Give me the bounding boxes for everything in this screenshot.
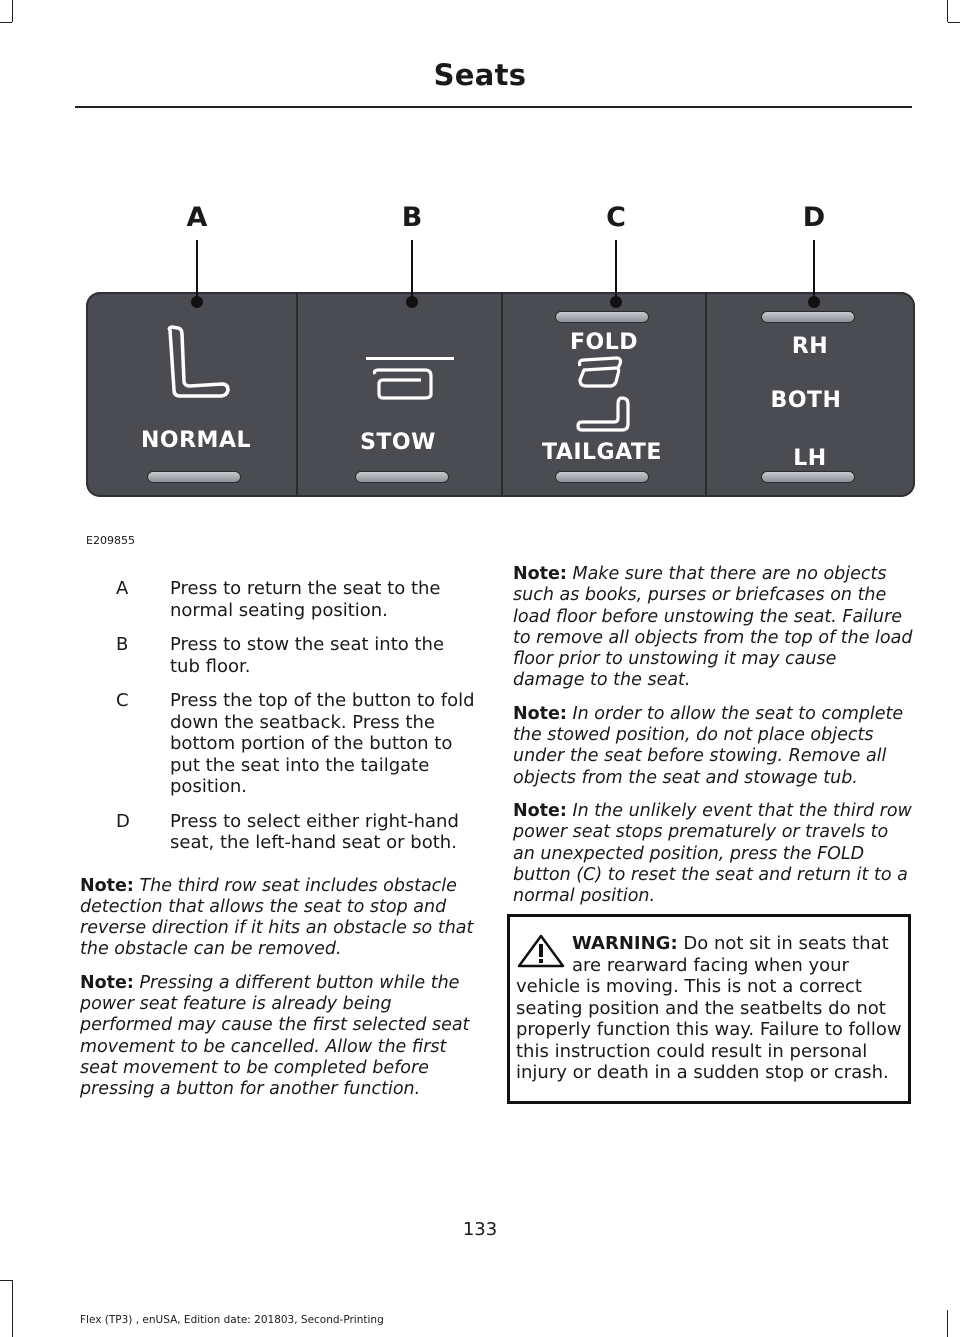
note-paragraph xyxy=(513,564,913,692)
warning-box xyxy=(507,914,911,1104)
definition-key: B xyxy=(116,634,129,655)
panel-divider xyxy=(705,292,707,497)
note-text: In the unlikely event that the third row power seat stops prematurely or travels to an unexpected position, press the FOLD button (C) to reset the seat and return it to a normal position. xyxy=(513,800,912,907)
both-label: BOTH xyxy=(770,388,842,413)
callout-leader-d xyxy=(813,240,815,302)
page-number: 133 xyxy=(462,1219,498,1240)
seat-stowed-icon xyxy=(369,366,439,402)
note-text: Pressing a different button while the power seat feature is already being performed may cause the first selected seat movement to be cancelled. Allow the first seat movement to be completed before pressing a button for another function. xyxy=(80,972,470,1100)
panel-divider xyxy=(501,292,503,497)
seat-folded-icon xyxy=(576,356,626,390)
note-label: Note: xyxy=(80,972,134,993)
callout-dot-a xyxy=(191,296,203,308)
note-paragraph xyxy=(80,973,478,1101)
crop-mark xyxy=(947,0,948,22)
seat-control-panel xyxy=(86,292,915,497)
panel-divider xyxy=(296,292,298,497)
rh-button[interactable] xyxy=(762,312,854,322)
callout-dot-b xyxy=(406,296,418,308)
crop-mark xyxy=(947,1310,948,1337)
crop-mark xyxy=(948,22,960,23)
left-column xyxy=(80,578,478,1112)
warning-text: Do not sit in seats that are rearward facing when your vehicle is moving. This is not a correct seating position and the seatbelts do not properly function this way. Failure to follow this instruction could result in personal injury or death in a sudden stop or crash. xyxy=(516,933,902,1083)
normal-button[interactable] xyxy=(148,472,240,482)
definition-text: Press to select either right-hand seat, the left-hand seat or both. xyxy=(170,810,459,853)
rh-label: RH xyxy=(791,334,829,359)
definition-key: D xyxy=(116,810,130,832)
fold-label: FOLD xyxy=(569,330,638,355)
lh-button[interactable] xyxy=(762,472,854,482)
seat-tailgate-icon xyxy=(574,394,634,436)
definition-row xyxy=(80,634,478,677)
crop-mark xyxy=(0,1280,12,1281)
footer-text: Flex (TP3) , enUSA, Edition date: 201803, Second-Printing xyxy=(80,1314,384,1326)
note-label: Note: xyxy=(513,703,567,724)
lh-label: LH xyxy=(793,446,827,471)
fold-button[interactable] xyxy=(556,312,648,322)
definition-row xyxy=(80,690,478,798)
note-text: The third row seat includes obstacle detection that allows the seat to stop and reverse direction if it hits an obstacle so that the obstacle can be removed. xyxy=(80,875,474,960)
header-divider xyxy=(75,106,912,108)
page-title: Seats xyxy=(433,58,527,92)
crop-mark xyxy=(12,0,13,22)
definition-row xyxy=(80,811,478,854)
stow-label: STOW xyxy=(360,430,436,455)
callout-leader-a xyxy=(196,240,198,302)
definition-key: C xyxy=(116,690,129,711)
note-text: Make sure that there are no objects such as books, purses or briefcases on the load floor before unstowing the seat. Failure to remove all objects from the top of the load floor prior to unstowing it may cause damage to the seat. xyxy=(513,564,913,691)
crop-mark xyxy=(12,1280,13,1337)
tailgate-button[interactable] xyxy=(556,472,648,482)
callout-dot-c xyxy=(610,296,622,308)
note-label: Note: xyxy=(513,564,567,584)
callout-dot-d xyxy=(808,296,820,308)
callout-leader-b xyxy=(411,240,413,302)
tailgate-label: TAILGATE xyxy=(542,440,662,465)
callout-c: C xyxy=(606,202,626,233)
note-label: Note: xyxy=(513,800,567,821)
callout-leader-c xyxy=(615,240,617,302)
callout-a: A xyxy=(186,202,208,233)
definition-text: Press to return the seat to the normal seating position. xyxy=(170,578,441,621)
stow-line xyxy=(366,357,454,360)
note-text: In order to allow the seat to complete the stowed position, do not place objects under the seat before stowing. Remove all objects from the seat and stowage tub. xyxy=(513,703,904,788)
stow-button[interactable] xyxy=(356,472,448,482)
definition-text: Press the top of the button to fold down the seatback. Press the bottom portion of the button to put the seat into the tailgate position. xyxy=(170,690,475,797)
note-paragraph xyxy=(513,801,913,907)
note-paragraph xyxy=(513,704,913,789)
note-paragraph xyxy=(80,876,478,961)
note-label: Note: xyxy=(80,875,134,896)
definition-row xyxy=(80,578,478,621)
warning-triangle-icon xyxy=(516,933,566,969)
crop-mark xyxy=(0,22,12,23)
definition-key: A xyxy=(116,578,129,599)
callout-b: B xyxy=(401,202,423,233)
seat-upright-icon xyxy=(164,324,234,404)
figure-code: E209855 xyxy=(86,534,135,547)
warning-label: WARNING: xyxy=(572,933,678,954)
warning-paragraph xyxy=(516,933,902,1084)
definition-text: Press to stow the seat into the tub floor. xyxy=(170,634,445,677)
right-column xyxy=(513,564,913,919)
callout-d: D xyxy=(802,202,826,233)
normal-label: NORMAL xyxy=(141,428,251,453)
